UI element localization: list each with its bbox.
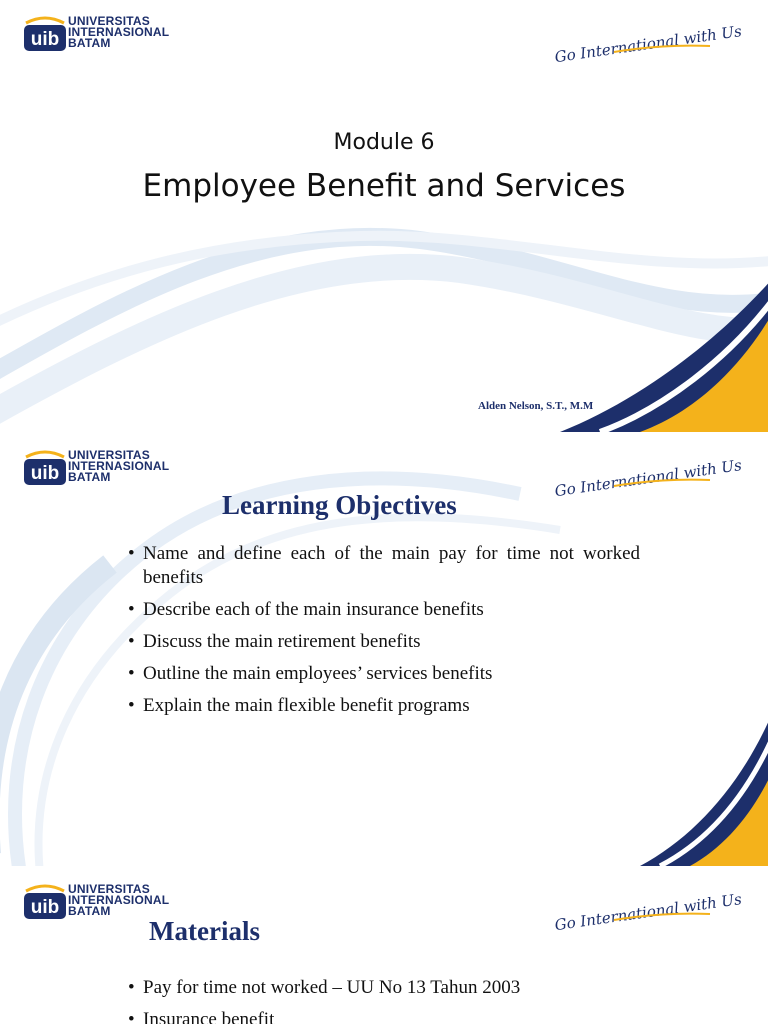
university-logo: [24, 12, 169, 52]
university-logo: [24, 880, 169, 920]
bullet-icon: •: [128, 599, 135, 620]
uib-logo-mark-icon: [24, 447, 66, 485]
list-item: [128, 542, 640, 590]
materials-slide: [0, 868, 768, 1024]
logo-wordmark: [68, 881, 170, 918]
objectives-slide: [0, 434, 768, 866]
logo-line-3: BATAM: [68, 903, 111, 918]
logo-line-2: INTERNASIONAL: [68, 458, 170, 473]
list-item: [128, 662, 640, 686]
logo-line-3: BATAM: [68, 469, 111, 484]
logo-line-1: UNIVERSITAS: [68, 881, 150, 896]
list-item: [128, 598, 640, 622]
logo-line-3: BATAM: [68, 35, 111, 50]
logo-line-2: INTERNASIONAL: [68, 892, 170, 907]
list-item-text: Outline the main employees’ services benefits: [143, 663, 493, 684]
bullet-icon: •: [128, 1009, 135, 1024]
slide-heading: Materials: [149, 916, 260, 946]
bullet-icon: •: [128, 631, 135, 652]
tagline: Go International with Us: [554, 22, 744, 67]
logo-mark-text: uib: [30, 29, 60, 50]
tagline: Go International with Us: [554, 456, 744, 501]
list-item-text: Insurance benefit: [143, 1009, 275, 1024]
background-swoosh: [0, 0, 768, 432]
objectives-list: [128, 542, 640, 726]
list-item-text: Discuss the main retirement benefits: [143, 631, 421, 652]
list-item-text: Name and define each of the main pay for time not worked benefits: [143, 543, 640, 588]
bullet-icon: •: [128, 543, 135, 564]
uib-logo-mark-icon: [24, 881, 66, 919]
logo-wordmark: [68, 447, 170, 484]
list-item-text: Pay for time not worked – UU No 13 Tahun 2003: [143, 977, 521, 998]
logo-line-2: INTERNASIONAL: [68, 24, 170, 39]
module-label: Module 6: [333, 130, 435, 155]
tagline-underline-icon: [612, 476, 712, 488]
bullet-icon: •: [128, 695, 135, 716]
logo-mark-text: uib: [30, 463, 60, 484]
university-logo: [24, 446, 169, 486]
logo-mark-text: uib: [30, 897, 60, 918]
list-item-text: Explain the main flexible benefit programs: [143, 695, 470, 716]
presentation-title: Employee Benefit and Services: [142, 168, 626, 204]
list-item: [128, 694, 640, 718]
tagline-underline-icon: [612, 910, 712, 922]
list-item-text: Describe each of the main insurance benefits: [143, 599, 484, 620]
uib-logo-mark-icon: [24, 13, 66, 51]
logo-wordmark: [68, 13, 170, 50]
list-item: [128, 630, 640, 654]
logo-line-1: UNIVERSITAS: [68, 447, 150, 462]
slide-heading: Learning Objectives: [222, 490, 457, 520]
bullet-icon: •: [128, 663, 135, 684]
list-item: [128, 1008, 640, 1024]
tagline-underline-icon: [612, 42, 712, 54]
author-name: Alden Nelson, S.T., M.M: [478, 400, 594, 412]
list-item: [128, 976, 640, 1000]
bullet-icon: •: [128, 977, 135, 998]
title-slide: [0, 0, 768, 432]
materials-list: [128, 976, 640, 1024]
tagline: Go International with Us: [554, 890, 744, 935]
logo-line-1: UNIVERSITAS: [68, 13, 150, 28]
